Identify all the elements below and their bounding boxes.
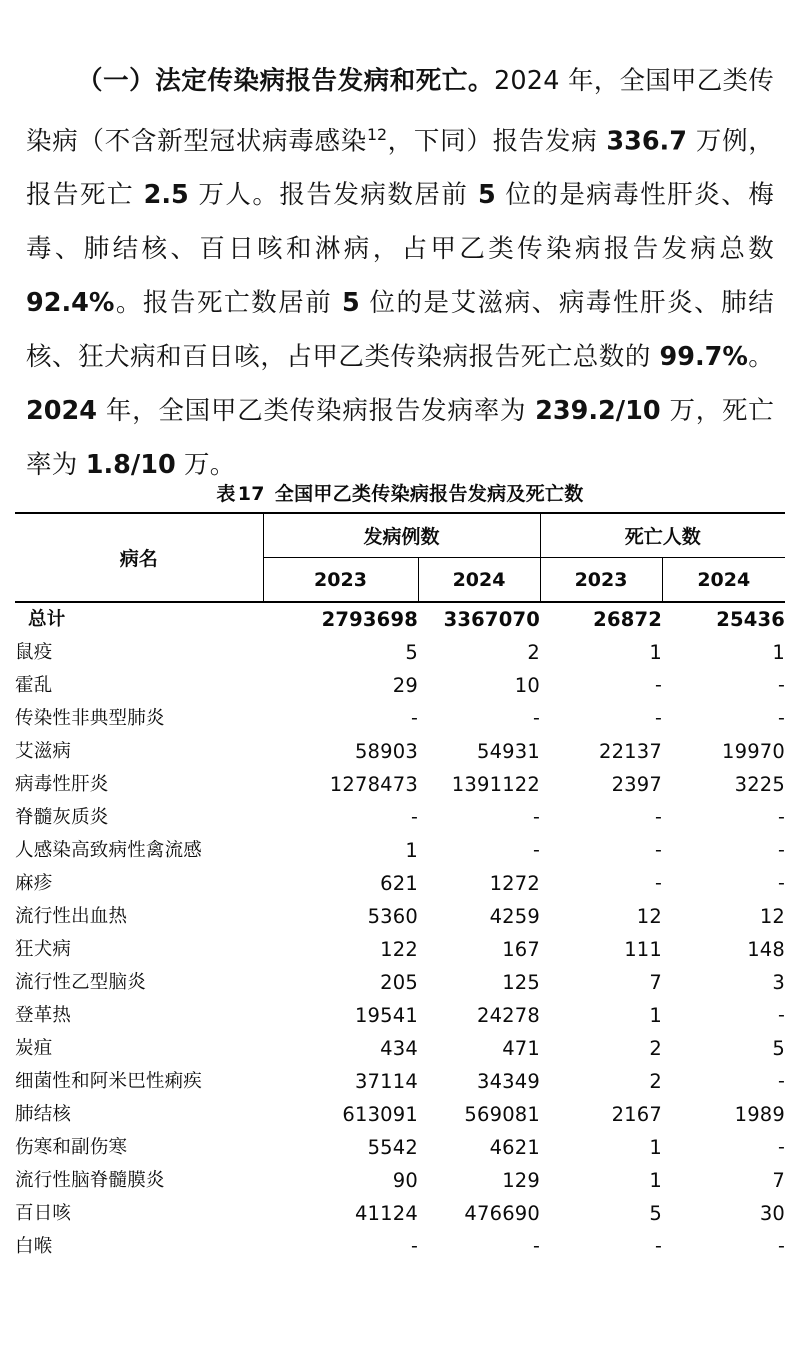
paragraph-text-5: 万例，报告死亡 [26,126,774,210]
paragraph-text-21: 万。 [175,450,236,480]
table-row [15,933,785,966]
cell-deaths-2024: - [777,1235,786,1257]
cell-deaths-2024: - [777,1136,786,1158]
header-group-deaths: 死亡人数 [540,513,785,558]
cell-cases-2023: 1 [405,839,418,862]
cell-cases-2024: 24278 [476,1004,541,1027]
table-row [15,1065,785,1098]
cell-cases-2024: 1272 [489,872,541,895]
table-row [15,1230,785,1263]
cell-cases-2023: 29 [392,674,418,697]
cell-cases-2023: 621 [380,872,418,895]
cell-cases-2023: - [410,707,418,729]
cell-deaths-2024: 5 [772,1037,786,1060]
cell-deaths-2023: - [654,674,663,696]
cell-deaths-2024: - [777,674,786,696]
cell-deaths-2024: 3 [772,971,786,994]
paragraph-text-15: 。 [747,342,775,372]
paragraph-number-6: 2.5 [143,180,189,210]
cell-deaths-2024: 1989 [734,1103,786,1126]
cell-cases-2023: 41124 [354,1202,418,1225]
row-label-disease: 脊髓灰质炎 [15,807,109,828]
cell-cases-2023: 205 [380,971,418,994]
table-row [15,1197,785,1230]
cell-cases-2024: 34349 [476,1070,541,1093]
cell-deaths-2024: - [777,839,786,861]
row-label-disease: 人感染高致病性禽流感 [15,840,203,861]
cell-deaths-2023: 12 [636,905,663,928]
cell-cases-2024: 2 [527,641,541,664]
cell-deaths-2023: 2167 [611,1103,663,1126]
cell-deaths-2024: 25436 [716,608,786,631]
cell-deaths-2023: - [654,839,663,861]
cell-cases-2024: 476690 [464,1202,541,1225]
table-row [15,834,785,867]
table-header-row-groups [15,513,785,558]
row-label-disease: 流行性脑脊髓膜炎 [15,1170,165,1191]
infectious-disease-table [15,512,785,1263]
paragraph-text-13: 位的是艾滋病、病毒性肝炎、肺结核、狂犬病和百日咳，占甲乙类传染病报告死亡总数的 [26,288,774,372]
row-label-total: 总计 [28,609,66,630]
cell-deaths-2024: 30 [759,1202,786,1225]
cell-cases-2024: 471 [502,1037,541,1060]
paragraph-number-16: 2024 [26,396,97,426]
header-year-cases-2024: 2024 [418,558,540,603]
cell-cases-2023: 122 [380,938,418,961]
row-label-disease: 细菌性和阿米巴性痢疾 [15,1071,203,1092]
cell-deaths-2023: 26872 [593,608,663,631]
cell-cases-2023: 90 [392,1169,418,1192]
cell-cases-2024: 129 [502,1169,541,1192]
cell-deaths-2023: 1 [649,641,663,664]
cell-cases-2024: 3367070 [443,608,541,631]
cell-deaths-2023: 7 [649,971,663,994]
cell-cases-2023: 613091 [342,1103,418,1126]
table-row [15,867,785,900]
cell-deaths-2024: 148 [747,938,786,961]
cell-deaths-2024: - [777,1004,786,1026]
table-row [15,735,785,768]
header-disease-name: 病名 [15,513,263,602]
paragraph-number-12: 5 [342,288,360,318]
table-row [15,900,785,933]
cell-cases-2023: 2793698 [321,608,418,631]
cell-deaths-2023: - [654,806,663,828]
table-body [15,602,785,1263]
cell-deaths-2023: 22137 [598,740,663,763]
table-row [15,1164,785,1197]
row-label-disease: 白喉 [15,1236,53,1257]
table-row [15,1098,785,1131]
table-caption-title: 全国甲乙类传染病报告发病及死亡数 [274,483,584,505]
paragraph-number-14: 99.7% [659,342,748,372]
paragraph-number-20: 1.8/10 [85,450,176,480]
row-label-disease: 登革热 [15,1005,72,1026]
table-row [15,966,785,999]
row-label-disease: 艾滋病 [15,741,72,762]
cell-cases-2023: 1278473 [329,773,418,796]
row-label-disease: 传染性非典型肺炎 [15,708,165,729]
row-label-disease: 霍乱 [15,675,53,696]
table-row [15,999,785,1032]
table-row [15,636,785,669]
cell-deaths-2023: 111 [624,938,663,961]
row-label-disease: 百日咳 [15,1203,72,1224]
cell-cases-2023: 19541 [354,1004,418,1027]
table-caption-label: 表 [216,483,236,505]
cell-deaths-2024: - [777,707,786,729]
table-caption-number: 17 [237,483,265,505]
cell-deaths-2023: 1 [649,1004,663,1027]
paragraph-number-10: 92.4% [26,288,115,318]
paragraph-text-11: 。报告死亡数居前 [114,288,342,318]
paragraph-text-0: 2024 [493,65,560,96]
cell-cases-2023: 5360 [367,905,418,928]
cell-cases-2024: 4621 [489,1136,541,1159]
cell-deaths-2023: 1 [649,1169,663,1192]
cell-cases-2024: 1391122 [451,773,541,796]
table-row [15,1131,785,1164]
row-label-disease: 炭疽 [15,1038,53,1059]
row-label-disease: 鼠疫 [15,642,53,663]
cell-cases-2024: - [532,707,541,729]
cell-deaths-2024: 3225 [734,773,786,796]
row-label-disease: 流行性出血热 [15,906,128,927]
table-row [15,801,785,834]
paragraph-text-19: 万，死亡率为 [26,396,775,480]
header-year-cases-2023: 2023 [263,558,418,603]
row-label-disease: 麻疹 [15,873,53,894]
cell-cases-2024: - [532,806,541,828]
cell-deaths-2024: - [777,872,786,894]
row-label-disease: 病毒性肝炎 [15,774,109,795]
cell-deaths-2024: - [777,1070,786,1092]
cell-deaths-2023: 2 [649,1037,663,1060]
cell-deaths-2023: 5 [649,1202,663,1225]
cell-cases-2024: 10 [514,674,541,697]
cell-cases-2024: 54931 [476,740,541,763]
row-label-disease: 肺结核 [15,1104,72,1125]
cell-deaths-2023: 1 [649,1136,663,1159]
body-paragraph [26,54,774,493]
table-row [15,768,785,801]
statistics-table-wrapper [15,512,785,1263]
paragraph-text-3: ，下同）报告发病 [387,126,607,156]
cell-cases-2024: 4259 [489,905,541,928]
cell-deaths-2023: - [654,872,663,894]
table-header [15,513,785,602]
cell-cases-2024: - [532,839,541,861]
paragraph-text-9: 位的是病毒性肝炎、梅毒、肺结核、百日咳和淋病，占甲乙类传染病报告发病总数 [26,180,774,264]
table-row [15,702,785,735]
paragraph-text-7: 万人。报告发病数居前 [188,180,478,210]
cell-cases-2023: 434 [380,1037,418,1060]
footnote-reference: 12 [367,124,388,144]
paragraph-text-17: 年，全国甲乙类传染病报告发病率为 [96,396,536,426]
cell-deaths-2023: 2 [649,1070,663,1093]
table-row [15,669,785,702]
table-row [15,1032,785,1065]
cell-cases-2023: - [410,806,418,828]
cell-deaths-2024: 19970 [721,740,786,763]
header-group-cases: 发病例数 [263,513,540,558]
cell-cases-2023: - [410,1235,418,1257]
header-year-deaths-2023: 2023 [540,558,662,603]
cell-cases-2024: 569081 [464,1103,541,1126]
cell-cases-2024: 167 [502,938,541,961]
cell-cases-2023: 5 [405,641,418,664]
cell-deaths-2024: - [777,806,786,828]
cell-deaths-2024: 7 [772,1169,786,1192]
paragraph-heading: （一）法定传染病报告发病和死亡。 [77,65,494,96]
table-row [15,602,785,636]
paragraph-number-4: 336.7 [606,126,687,156]
paragraph-number-18: 239.2/10 [535,396,661,426]
cell-cases-2023: 58903 [354,740,418,763]
paragraph-text-1: 年，全国甲乙类传染病（不含新型冠状病毒感染 [26,65,774,156]
cell-cases-2024: 125 [502,971,541,994]
row-label-disease: 伤寒和副伤寒 [15,1137,128,1158]
table-caption [0,479,800,506]
cell-deaths-2023: - [654,1235,663,1257]
cell-cases-2024: - [532,1235,541,1257]
cell-deaths-2024: 12 [759,905,786,928]
row-label-disease: 狂犬病 [15,939,72,960]
paragraph-number-8: 5 [477,180,496,210]
cell-cases-2023: 37114 [354,1070,418,1093]
cell-deaths-2023: 2397 [611,773,663,796]
cell-cases-2023: 5542 [367,1136,418,1159]
row-label-disease: 流行性乙型脑炎 [15,972,146,993]
header-year-deaths-2024: 2024 [662,558,785,603]
cell-deaths-2024: 1 [772,641,786,664]
cell-deaths-2023: - [654,707,663,729]
